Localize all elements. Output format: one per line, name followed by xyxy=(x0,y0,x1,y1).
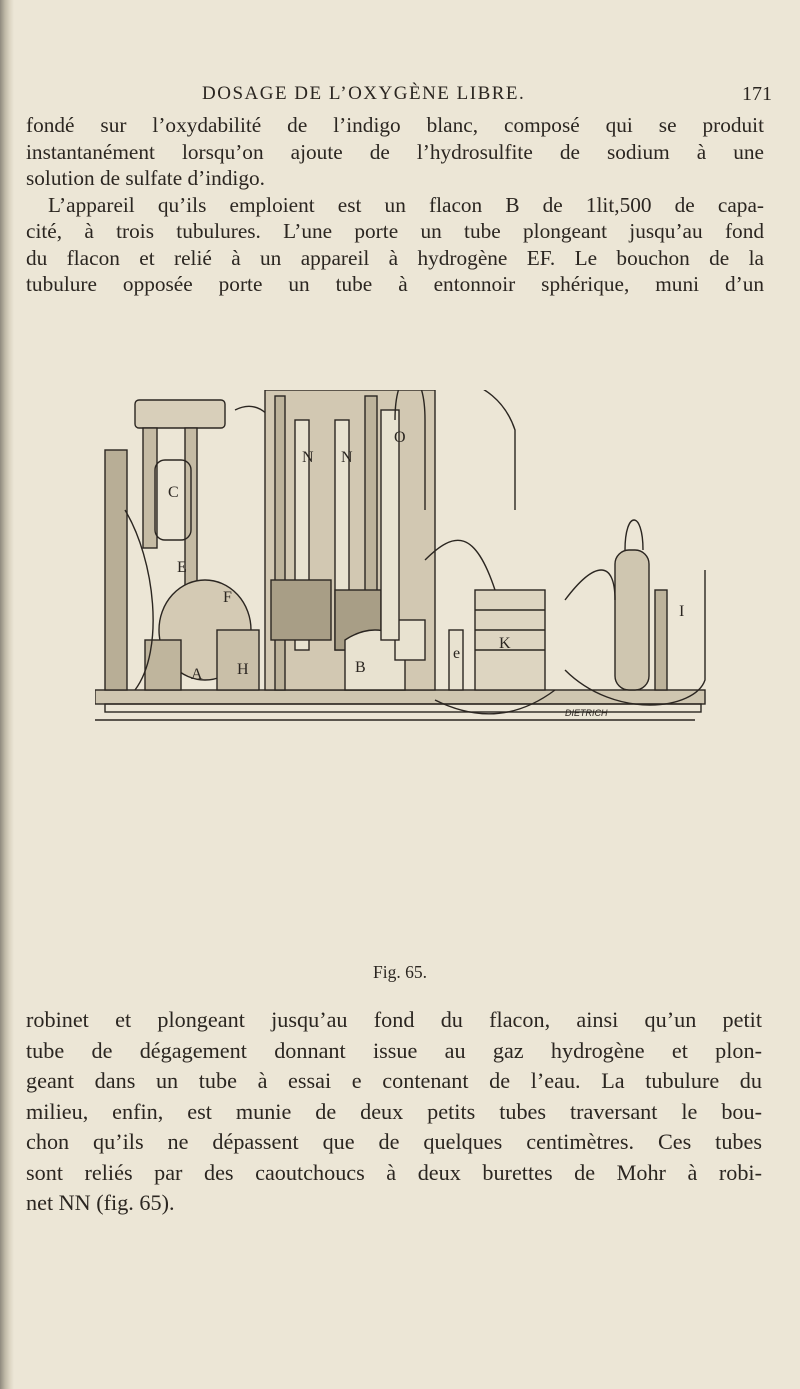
figure-label-N1: N xyxy=(302,449,314,466)
text-line: chon qu’ils ne dépassent que de quelques centimètres. Ces tubes xyxy=(26,1129,762,1154)
figure-label-C: C xyxy=(168,484,179,501)
text-line: sont reliés par des caoutchoucs à deux burettes de Mohr à robi- xyxy=(26,1159,762,1185)
text-line: tube de dégagement donnant issue au gaz hydrogène et plon- xyxy=(26,1037,762,1063)
figure-label-B: B xyxy=(355,659,366,676)
figure-label-K: K xyxy=(499,635,511,652)
paragraph-1 xyxy=(26,112,764,298)
text-line: fondé sur l’oxydabilité de l’indigo blanc, composé qui se produit xyxy=(26,113,764,137)
figure-label-I: I xyxy=(679,603,685,620)
text-line: tubulure opposée porte un tube à entonnoir sphérique, muni d’un xyxy=(26,272,764,296)
paragraph-2 xyxy=(26,1005,762,1219)
binding-edge xyxy=(0,0,14,1389)
text-line: net NN (fig. 65). xyxy=(26,1190,175,1215)
figure-label-e: e xyxy=(453,645,461,662)
figure-label-A: A xyxy=(191,666,203,683)
figure-label-H: H xyxy=(237,661,249,678)
text-line: cité, à trois tubulures. L’une porte un tube plongeant jusqu’au fond xyxy=(26,219,764,243)
text-line: milieu, enfin, est munie de deux petits tubes traversant le bou- xyxy=(26,1098,762,1124)
figure-label-E: E xyxy=(177,559,187,576)
figure-label-O: O xyxy=(394,429,406,446)
figure-label-F: F xyxy=(223,589,232,606)
figure-caption: Fig. 65. xyxy=(373,962,427,982)
text-line: robinet et plongeant jusqu’au fond du flacon, ainsi qu’un petit xyxy=(26,1007,762,1032)
text-line: instantanément lorsqu’on ajoute de l’hydrosulfite de sodium à une xyxy=(26,139,764,164)
text-line: solution de sulfate d’indigo. xyxy=(26,166,265,190)
figure-label-N2: N xyxy=(341,449,353,466)
text-line: geant dans un tube à essai e contenant de l’eau. La tubulure du xyxy=(26,1068,762,1093)
text-line: du flacon et relié à un appareil à hydrogène EF. Le bouchon de la xyxy=(26,245,764,270)
text-line: L’appareil qu’ils emploient est un flacon B de 1lit,500 de capa- xyxy=(48,192,764,217)
engraver-signature: DIETRICH xyxy=(565,708,608,718)
running-title: DOSAGE DE L’OXYGÈNE LIBRE. xyxy=(202,83,526,104)
page-header xyxy=(0,83,800,113)
apparatus-figure xyxy=(95,390,715,760)
page-number: 171 xyxy=(742,83,772,105)
